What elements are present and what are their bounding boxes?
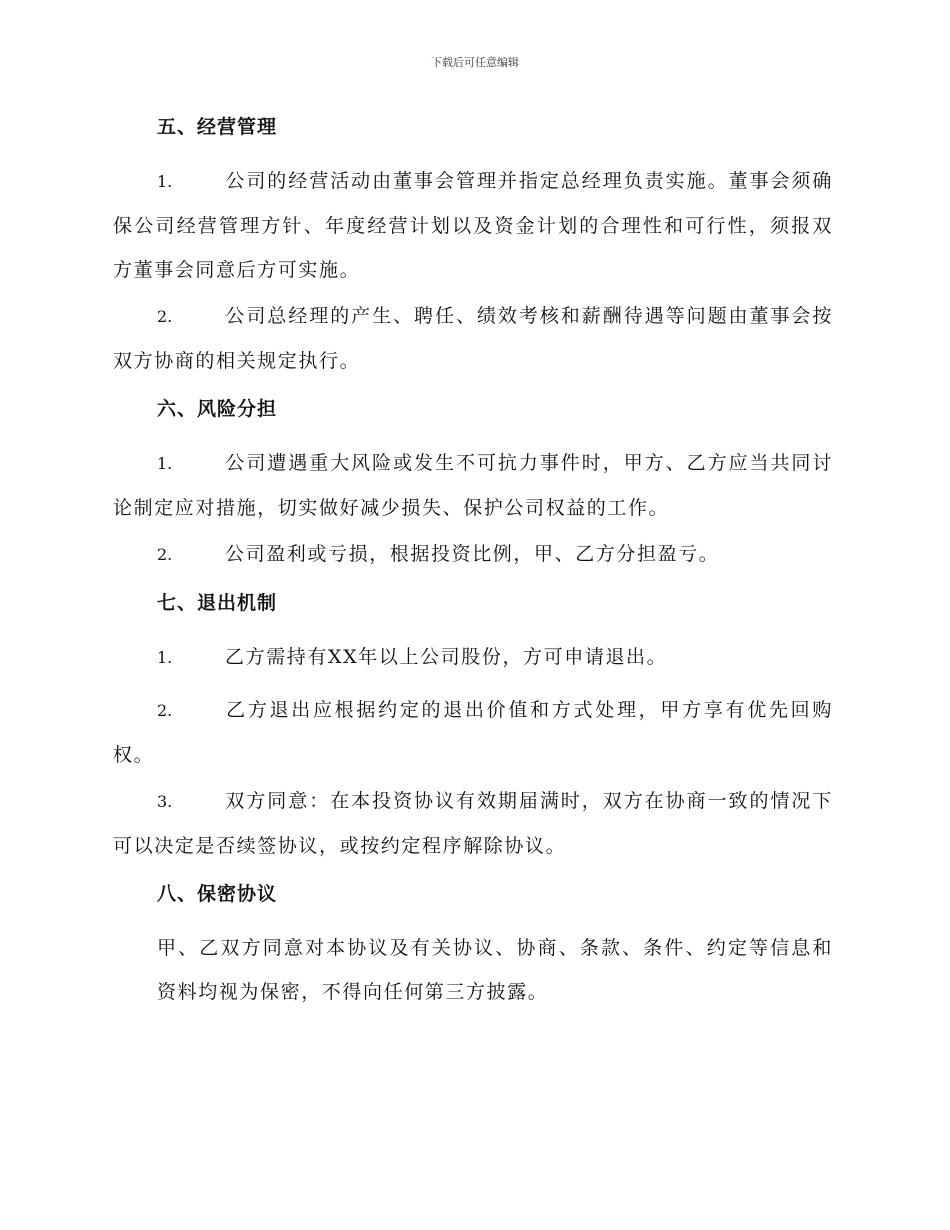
page-header: 下载后可任意编辑	[431, 56, 519, 69]
clause-item	[113, 635, 833, 680]
confidentiality-paragraph: 甲、乙双方同意对本协议及有关协议、协商、条款、条件、约定等信息和资料均视为保密，不得向任何第三方披露。	[157, 937, 833, 1003]
clause-item	[113, 532, 833, 577]
section-title-management: 五、经营管理	[157, 116, 278, 138]
clause-item	[113, 688, 833, 777]
clause-text: 公司总经理的产生、聘任、绩效考核和薪酬待遇等问题由董事会按双方协商的相关规定执行。	[113, 305, 833, 372]
section-title-exit: 七、退出机制	[157, 592, 278, 614]
clause-text: 公司盈利或亏损，根据投资比例，甲、乙方分担盈亏。	[225, 543, 720, 565]
section-title-confidentiality: 八、保密协议	[157, 883, 278, 905]
clause-text: 乙方退出应根据约定的退出价值和方式处理，甲方享有优先回购权。	[113, 699, 833, 766]
clause-item	[113, 294, 833, 383]
clause-item	[113, 159, 833, 292]
clause-number: 1.	[157, 648, 173, 667]
document-body	[113, 111, 833, 1016]
clause-item	[113, 441, 833, 530]
section-title-risk: 六、风险分担	[157, 398, 278, 420]
clause-number: 2.	[157, 701, 173, 720]
clause-text: 公司的经营活动由董事会管理并指定总经理负责实施。董事会须确保公司经营管理方针、年度经营计划以及资金计划的合理性和可行性，须报双方董事会同意后方可实施。	[113, 170, 833, 281]
clause-number: 1.	[157, 454, 173, 473]
clause-number: 2.	[157, 307, 173, 326]
clause-text: 乙方需持有XX年以上公司股份，方可申请退出。	[225, 646, 668, 668]
clause-number: 2.	[157, 545, 173, 564]
clause-item	[113, 779, 833, 868]
clause-number: 1.	[157, 172, 173, 191]
clause-text: 双方同意：在本投资协议有效期届满时，双方在协商一致的情况下可以决定是否续签协议，或按约定程序解除协议。	[113, 790, 833, 857]
clause-text: 公司遭遇重大风险或发生不可抗力事件时，甲方、乙方应当共同讨论制定应对措施，切实做好减少损失、保护公司权益的工作。	[113, 452, 833, 519]
clause-number: 3.	[157, 792, 173, 811]
